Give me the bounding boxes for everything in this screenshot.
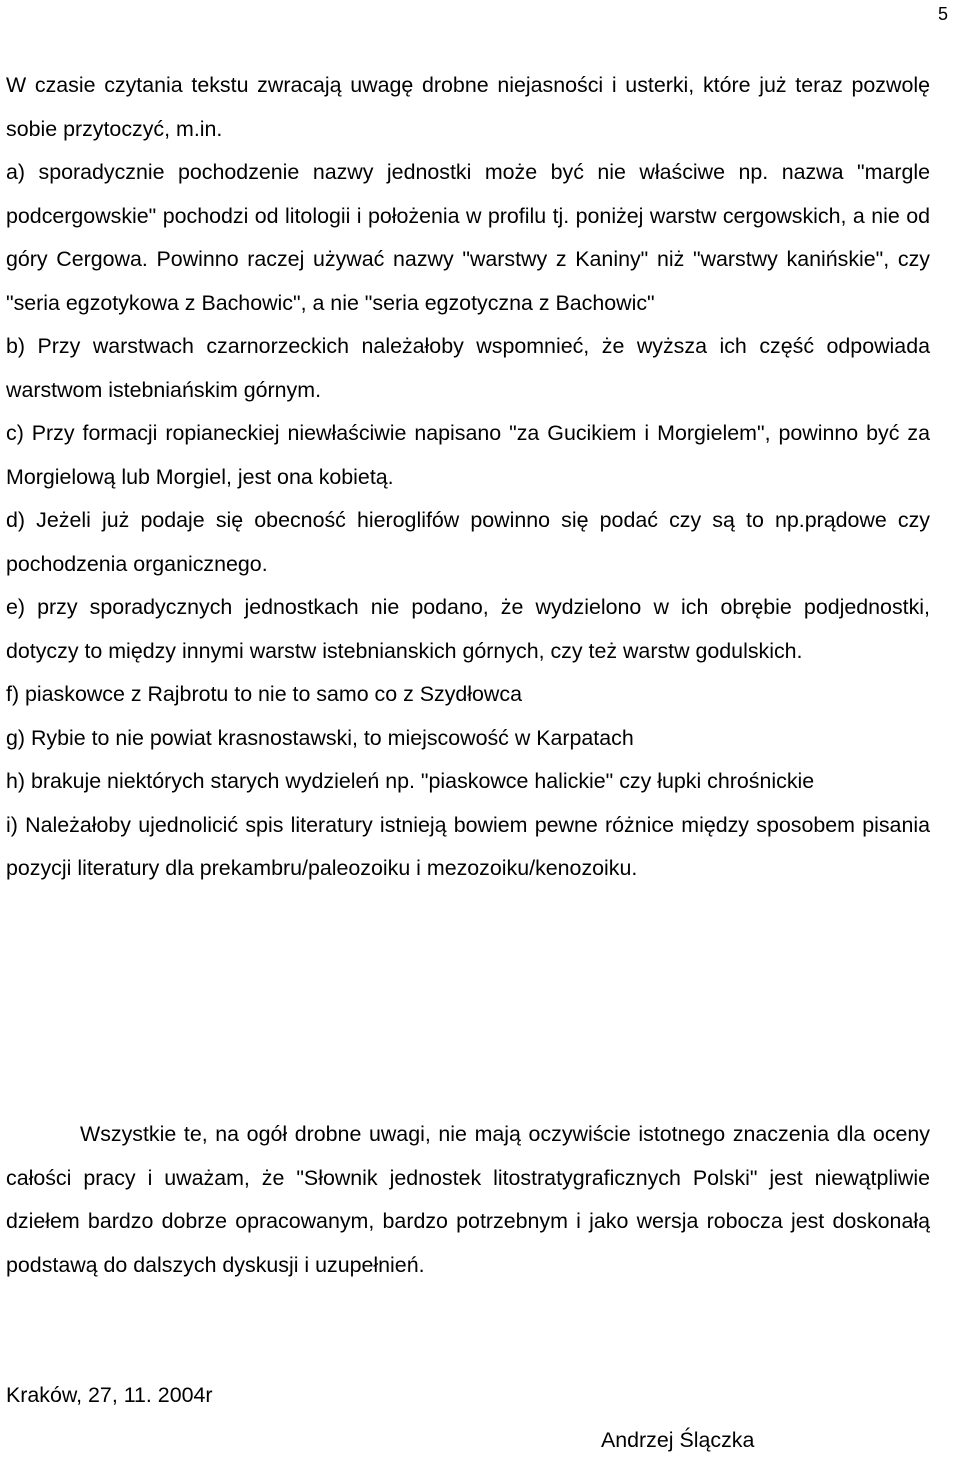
remark-h: h) brakuje niektórych starych wydzieleń np. "piaskowce halickie" czy łupki chrośnickie (6, 769, 815, 793)
remark-c: c) Przy formacji ropianeckiej niewłaściwie napisano "za Gucikiem i Morgielem", powinno być za Morgielową lub Morgiel, jest ona kobietą. (6, 421, 930, 489)
review-remarks (6, 64, 930, 891)
remark-g: g) Rybie to nie powiat krasnostawski, to miejscowość w Karpatach (6, 725, 634, 750)
remark-b: b) Przy warstwach czarnorzeckich należałoby wspomnieć, że wyższa ich część odpowiada warstwom istebniańskim górnym. (6, 334, 930, 402)
remark-a: a) sporadycznie pochodzenie nazwy jednostki może być nie właściwe np. nazwa "margle podcergowskie" pochodzi od litologii i położenia w profilu tj. poniżej warstw cergowskich, a nie od góry Cergowa. Powinno raczej używać nazwy "warstwy z Kaniny" niż "warstwy kanińskie", czy "seria egzotykowa z Bachowic", a nie "seria egzotyczna z Bachowic" (6, 160, 930, 315)
intro-paragraph: W czasie czytania tekstu zwracają uwagę drobne niejasności i usterki, które już teraz pozwolę sobie przytoczyć, m.in. (6, 73, 930, 141)
page-number: 5 (937, 4, 948, 24)
remark-e: e) przy sporadycznych jednostkach nie podano, że wydzielono w ich obrębie podjednostki, dotyczy to między innymi warstw istebnianskich górnych, czy też warstw godulskich. (6, 595, 930, 663)
closing-paragraph: Wszystkie te, na ogół drobne uwagi, nie mają oczywiście istotnego znaczenia dla oceny całości pracy i uważam, że "Słownik jednostek litostratygraficznych Polski" jest niewątpliwie dziełem bardzo dobrze opracowanym, bardzo potrzebnym i jako wersja robocza jest doskonałą podstawą do dalszych dyskusji i uzupełnień. (6, 1122, 930, 1277)
remark-i: i) Należałoby ujednolicić spis literatury istnieją bowiem pewne różnice między sposobem pisania pozycji literatury dla prekambru/paleozoiku i mezozoiku/kenozoiku. (6, 812, 930, 880)
remark-d: d) Jeżeli już podaje się obecność hieroglifów powinno się podać czy są to np.prądowe czy pochodzenia organicznego. (6, 508, 930, 576)
remark-f: f) piaskowce z Rajbrotu to nie to samo co z Szydłowca (6, 682, 522, 706)
signature: Andrzej Ślączka (601, 1428, 755, 1452)
place-date: Kraków, 27, 11. 2004r (6, 1383, 213, 1407)
